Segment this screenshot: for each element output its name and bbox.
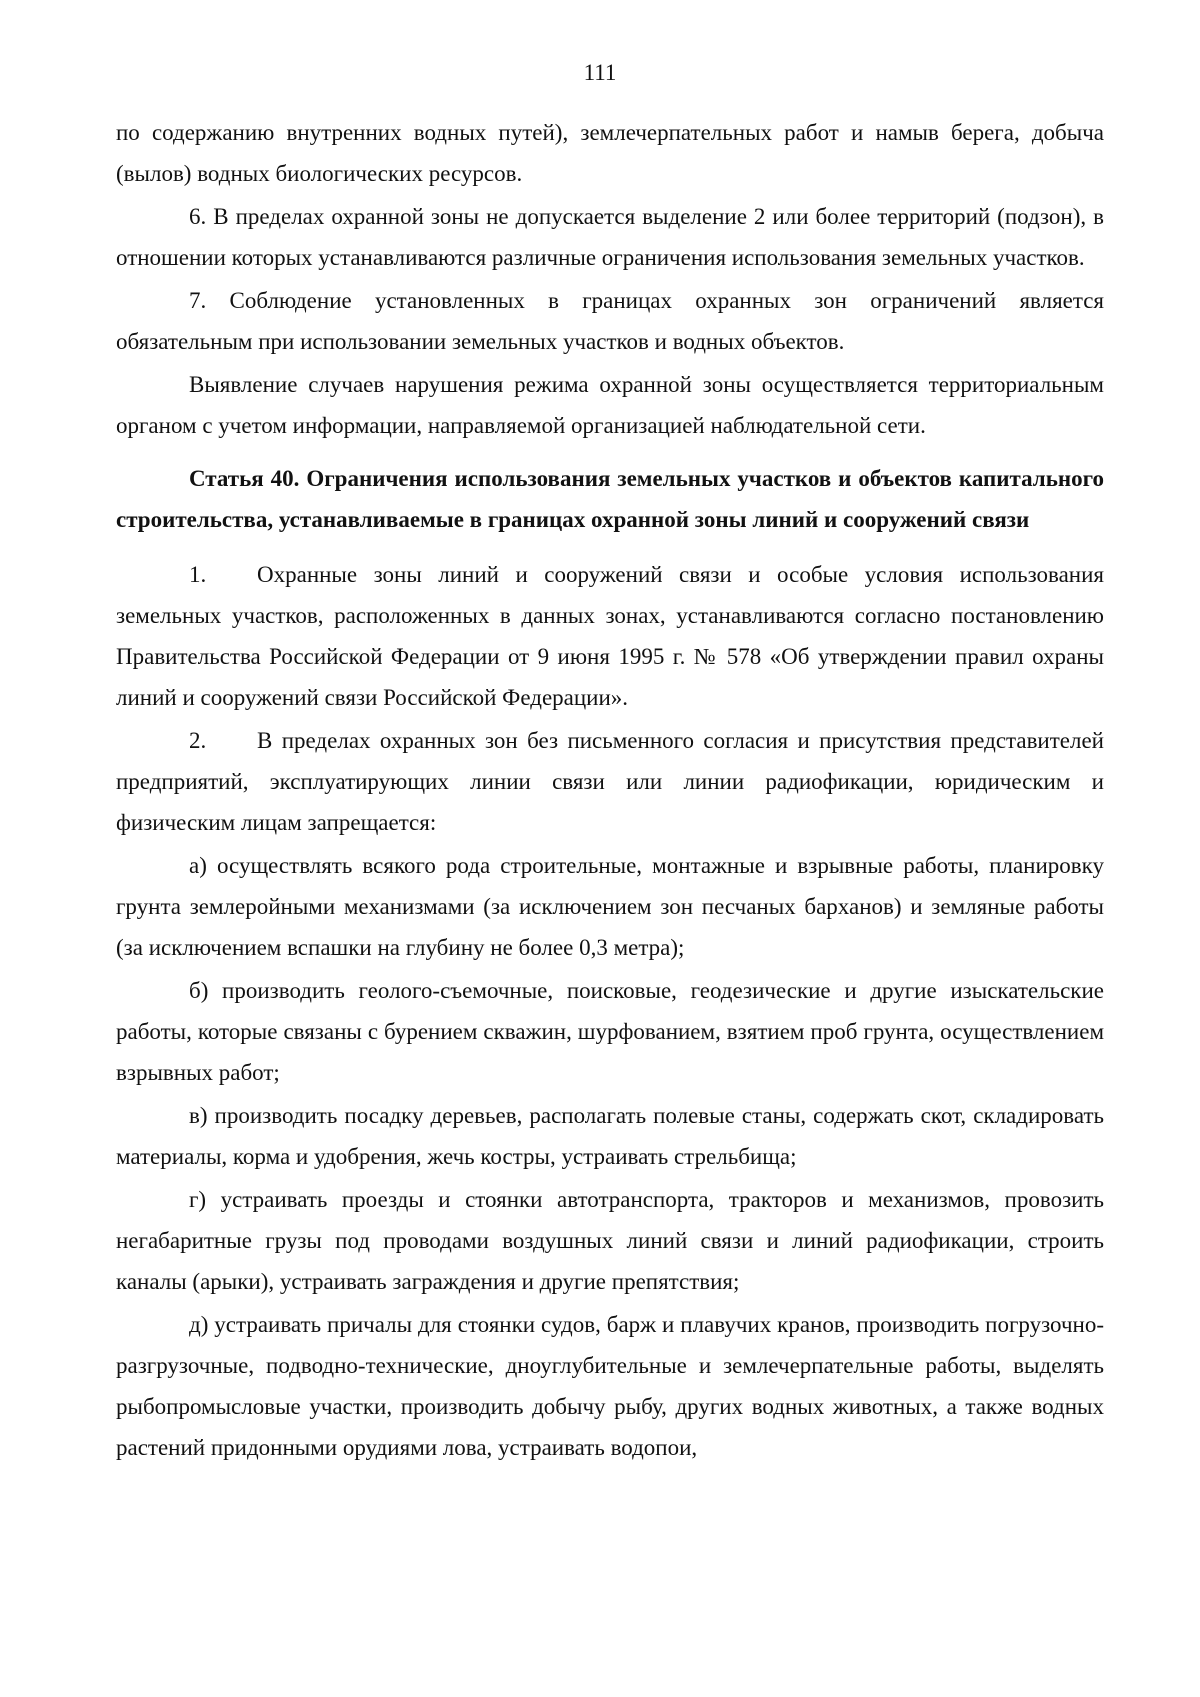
- article-item-2: [116, 720, 1104, 843]
- article-item-1: [116, 554, 1104, 718]
- article-heading: Статья 40. Ограничения использования земельных участков и объектов капитального строительства, устанавливаемые в границах охранной зоны линий и сооружений связи: [116, 466, 1104, 532]
- paragraph-violations: Выявление случаев нарушения режима охранной зоны осуществляется территориальным органом с учетом информации, направляемой организацией наблюдательной сети.: [116, 372, 1104, 438]
- subitem-g: г) устраивать проезды и стоянки автотранспорта, тракторов и механизмов, провозить негабаритные грузы под проводами воздушных линий связи и линий радиофикации, строить каналы (арыки), устраивать заграждения и другие препятствия;: [116, 1187, 1104, 1294]
- item-text: В пределах охранных зон без письменного согласия и присутствия представителей предприятий, эксплуатирующих линии связи или линии радиофикации, юридическим и физическим лицам запрещается:: [116, 728, 1104, 835]
- subitem-d: д) устраивать причалы для стоянки судов, барж и плавучих кранов, производить погрузочно-разгрузочные, подводно-технические, дноуглубительные и землечерпательные работы, выделять рыбопромысловые участки, производить добычу рыбу, других водных животных, а также водных растений придонными орудиями лова, устраивать водопои,: [116, 1312, 1104, 1460]
- page-body: [116, 0, 1104, 1468]
- page-number: 111: [583, 60, 617, 85]
- paragraph-item-7: 7. Соблюдение установленных в границах охранных зон ограничений является обязательным при использовании земельных участков и водных объектов.: [116, 288, 1104, 354]
- item-number: 1.: [189, 562, 207, 587]
- subitem-b: б) производить геолого-съемочные, поисковые, геодезические и другие изыскательские работы, которые связаны с бурением скважин, шурфованием, взятием проб грунта, осуществлением взрывных работ;: [116, 978, 1104, 1085]
- subitem-v: в) производить посадку деревьев, располагать полевые станы, содержать скот, складировать материалы, корма и удобрения, жечь костры, устраивать стрельбища;: [116, 1103, 1104, 1169]
- item-number: 2.: [189, 728, 207, 753]
- paragraph-item-6: 6. В пределах охранной зоны не допускается выделение 2 или более территорий (подзон), в отношении которых устанавливаются различные ограничения использования земельных участков.: [116, 204, 1104, 270]
- subitem-a: а) осуществлять всякого рода строительные, монтажные и взрывные работы, планировку грунта землеройными механизмами (за исключением зон песчаных барханов) и земляные работы (за исключением вспашки на глубину не более 0,3 метра);: [116, 853, 1104, 960]
- item-text: Охранные зоны линий и сооружений связи и особые условия использования земельных участков, расположенных в данных зонах, устанавливаются согласно постановлению Правительства Российской Федерации от 9 июня 1995 г. № 578 «Об утверждении правил охраны линий и сооружений связи Российской Федерации».: [116, 562, 1104, 710]
- paragraph-continuation: по содержанию внутренних водных путей), землечерпательных работ и намыв берега, добыча (вылов) водных биологических ресурсов.: [116, 120, 1104, 186]
